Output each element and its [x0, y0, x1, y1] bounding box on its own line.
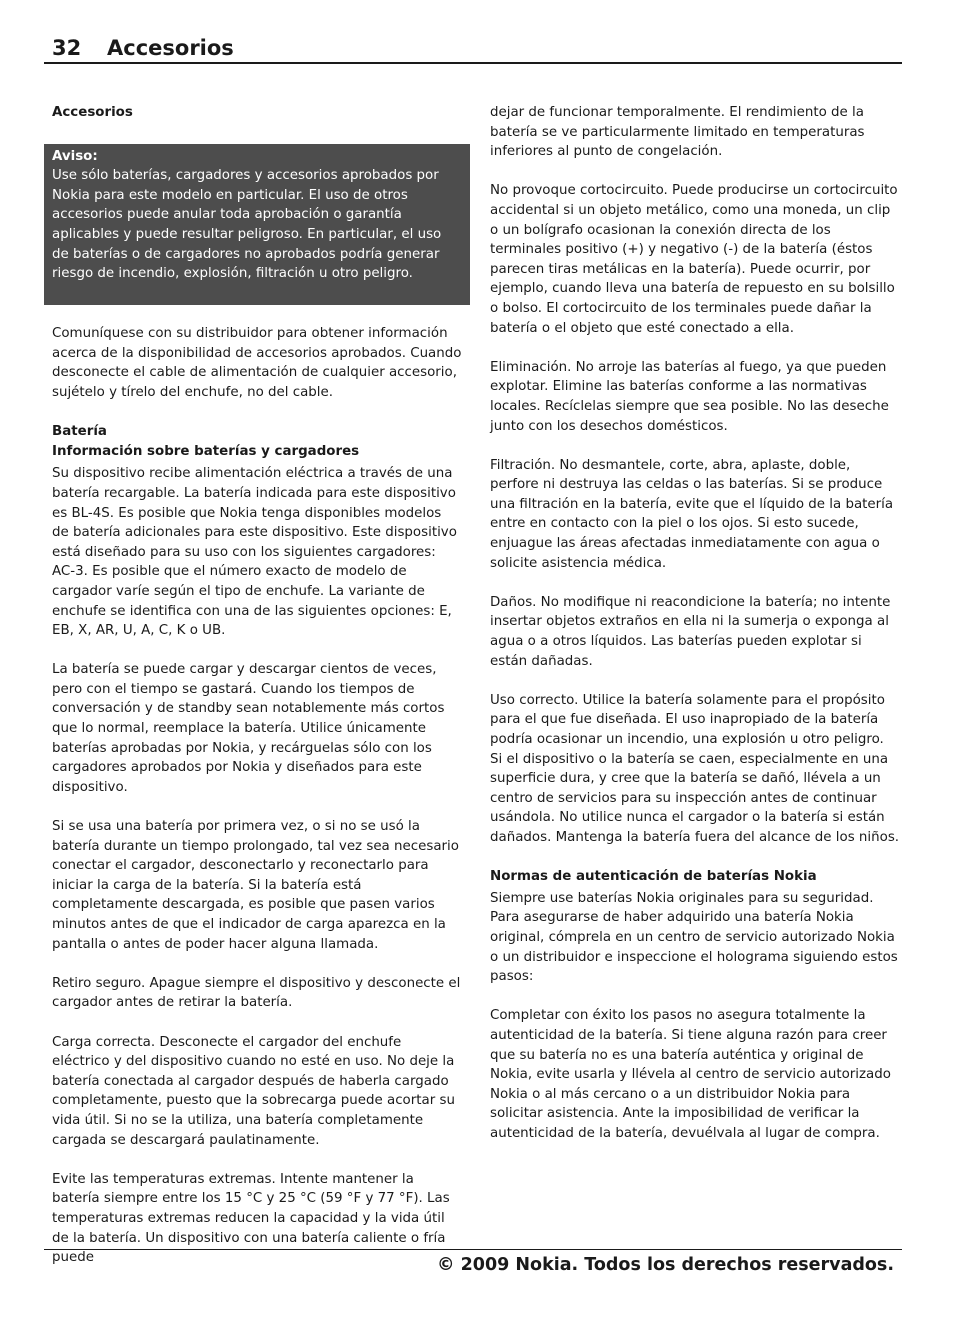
warning-text: Use sólo baterías, cargadores y accesorios aprobados por Nokia para este modelo en particular. El uso de otros accesorios puede anular toda aprobación o garantía aplicables y puede resultar peligroso. En particular, el uso de baterías o de cargadores no aprobados podría generar riesgo de incendio, explosión, filtración u otro peligro. — [52, 168, 442, 282]
page-header — [44, 34, 902, 64]
paragraph: Comuníquese con su distribuidor para obtener información acerca de la disponibilidad de accesorios aprobados. Cuando desconecte el cable de alimentación de cualquier accesorio, sujételo y tírelo del enchufe, no del cable. — [52, 326, 462, 400]
paragraph: Daños. No modifique ni reacondicione la batería; no intente insertar objetos extraños en ella ni la sumerja o exponga al agua o a otros líquidos. Las baterías pueden explotar si están dañadas. — [490, 594, 891, 669]
warning-label: Aviso: — [52, 148, 98, 164]
auth-title: Normas de autenticación de baterías Nokia — [490, 869, 817, 885]
battery-subtitle: Información sobre baterías y cargadores — [52, 443, 360, 459]
page-number: 32 — [52, 36, 82, 60]
paragraph: Evite las temperaturas extremas. Intente mantener la batería siempre entre los 15 °C y 25 °C (59 °F y 77 °F). Las temperaturas extremas reducen la capacidad y la vida útil de la batería. Un dispositivo con una batería caliente o fría puede — [52, 1171, 450, 1266]
paragraph: Su dispositivo recibe alimentación eléctrica a través de una batería recargable. La batería indicada para este dispositivo es BL-4S. Es posible que Nokia tenga disponibles modelos de batería adicionales para este dispositivo. Este dispositivo está diseñado para su uso con los siguientes cargadores: AC-3. Es posible que el número exacto de modelo de cargador varíe según el tipo de enchufe. La variante de enchufe se identifica con una de las siguientes opciones: E, EB, X, AR, U, A, C, K o UB. — [52, 466, 457, 639]
footer-divider — [44, 1249, 902, 1250]
paragraph: Eliminación. No arroje las baterías al fuego, ya que pueden explotar. Elimine las baterías conforme a las normativas locales. Recíclelas siempre que sea posible. No las deseche junto con los desechos domésticos. — [490, 359, 889, 434]
page-title: Accesorios — [107, 36, 234, 60]
paragraph: Carga correcta. Desconecte el cargador del enchufe eléctrico y del dispositivo cuando no esté en uso. No deje la batería conectada al cargador después de haberla cargado completamente, puesto que la sobrecarga puede acortar su vida útil. Si no se la utiliza, una batería completamente cargada se descargará paulatinamente. — [52, 1034, 455, 1148]
left-column — [52, 103, 462, 1287]
copyright: © 2009 Nokia. Todos los derechos reservados. — [437, 1255, 894, 1275]
paragraph: dejar de funcionar temporalmente. El rendimiento de la batería se ve particularmente limitado en temperaturas inferiores al punto de congelación. — [490, 105, 865, 160]
paragraph: Si se usa una batería por primera vez, o si no se usó la batería durante un tiempo prolongado, tal vez sea necesario conectar el cargador, desconectarlo y reconectarlo para iniciar la carga de la batería. Si la batería está completamente descargada, es posible que pasen varios minutos antes de que el indicador de carga aparezca en la pantalla o antes de poder hacer alguna llamada. — [52, 819, 459, 952]
warning-box — [44, 144, 470, 305]
paragraph: Uso correcto. Utilice la batería solamente para el propósito para el que fue diseñada. El uso inapropiado de la batería podría ocasionar un incendio, una explosión u otro peligro. Si el dispositivo o la batería se caen, especialmente en una superficie dura, y cree que la batería se dañó, llévela a un centro de servicios para su inspección antes de continuar usándola. No utilice nunca el cargador o la batería si están dañados. Mantenga la batería fuera del alcance de los niños. — [490, 692, 900, 845]
paragraph: Completar con éxito los pasos no asegura totalmente la autenticidad de la batería. Si tiene alguna razón para creer que su batería no es una batería auténtica y original de Nokia, evite usarla y llévela al centro de servicio autorizado Nokia o al más cercano o a un distribuidor Nokia para solicitar asistencia. Ante la imposibilidad de verificar la autenticidad de la batería, devuélvala al lugar de compra. — [490, 1008, 891, 1141]
paragraph: Siempre use baterías Nokia originales para su seguridad. Para asegurarse de haber adquirido una batería Nokia original, cómprela en un centro de servicio autorizado Nokia o un distribuidor e inspeccione el holograma siguiendo estos pasos: — [490, 890, 898, 985]
paragraph: No provoque cortocircuito. Puede producirse un cortocircuito accidental si un objeto metálico, como una moneda, un clip o un bolígrafo ocasionan la conexión directa de los terminales positivo (+) y negativo (-) de la batería (éstos parecen tiras metálicas en la batería). Puede ocurrir, por ejemplo, cuando lleva una batería de repuesto en su bolsillo o bolso. El cortocircuito de los terminales puede dañar la batería o el objeto que esté conectado a ella. — [490, 183, 898, 336]
section-title: Accesorios — [52, 105, 133, 120]
paragraph: Retiro seguro. Apague siempre el dispositivo y desconecte el cargador antes de retirar la batería. — [52, 975, 461, 1011]
battery-title: Batería — [52, 424, 107, 440]
paragraph: La batería se puede cargar y descargar cientos de veces, pero con el tiempo se gastará. Cuando los tiempos de conversación y de standby sean notablemente más cortos que lo normal, reemplace la batería. Utilice únicamente baterías aprobadas por Nokia, y recárguelas sólo con los cargadores aprobados por Nokia y diseñados para este dispositivo. — [52, 662, 445, 795]
paragraph: Filtración. No desmantele, corte, abra, aplaste, doble, perfore ni destruya las celdas o las baterías. Si se produce una filtración en la batería, evite que el líquido de la batería entre en contacto con la piel o los ojos. Si esto sucede, enjuague las áreas afectadas inmediatamente con agua o solicite asistencia médica. — [490, 457, 894, 571]
right-column — [490, 103, 900, 1163]
